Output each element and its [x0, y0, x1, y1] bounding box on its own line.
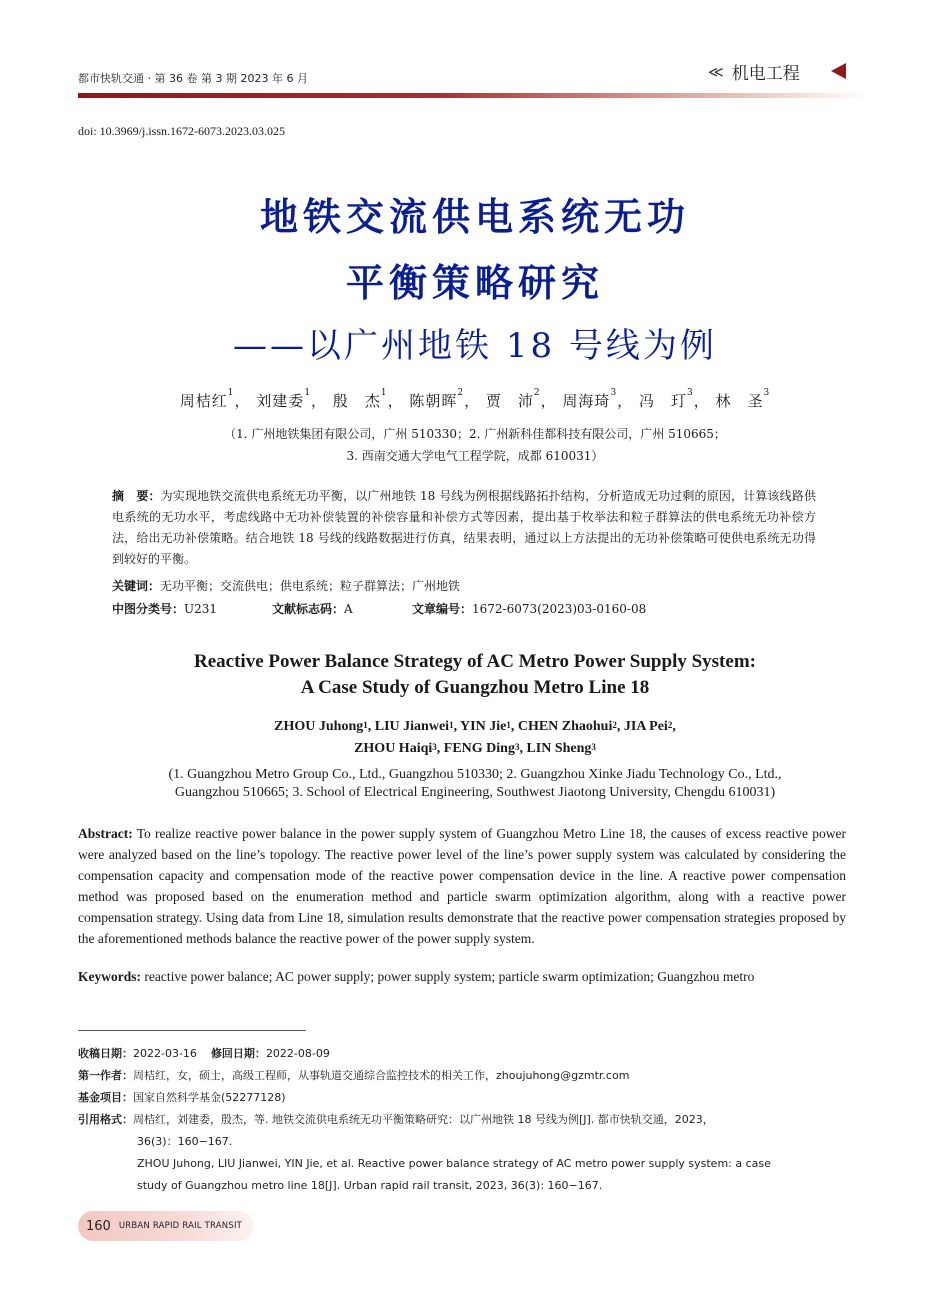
author-sup: 1	[363, 720, 368, 730]
author-sup: 3	[686, 388, 694, 398]
section-tag-label: 机电工程	[731, 64, 800, 84]
affiliation-en-line2: Guangzhou 510665; 3. School of Electrical Engineering, Southwest Jiaotong University, Chengdu 610031)	[174, 785, 776, 800]
authors-en-line1: ZHOU Juhong$^1$, LIU Jianwei$^1$, YIN Jie$^1$, CHEN Zhaohui$^2$, JIA Pei$^2$,	[274, 719, 676, 734]
author-sup: 3	[610, 388, 618, 398]
footnote-rule	[78, 1030, 306, 1031]
doc-code-label: 文献标志码：	[272, 602, 345, 616]
clc-label: 中图分类号：	[112, 602, 185, 616]
title-en-line1: Reactive Power Balance Strategy of AC Metro Power Supply System:	[194, 651, 756, 672]
title-en-line2: A Case Study of Guangzhou Metro Line 18	[300, 677, 650, 698]
authors-en-line2: ZHOU Haiqi$^3$, FENG Ding$^3$, LIN Sheng$^3$	[354, 741, 596, 756]
abstract-zh-text: 为实现地铁交流供电系统无功平衡，以广州地铁 18 号线为例根据线路拓扑结构，分析造成无功过剩的原因，计算该线路供电系统的无功水平，考虑线路中无功补偿装置的补偿容量和补偿方式等因素，提出基于枚举法和粒子群算法的供电系统无功补偿方法，给出无功补偿策略。结合地铁 18 号线的线路数据进行仿真，结果表明，通过以上方法提出的无功补偿策略可使供电系统无功得到较好的平衡。	[112, 489, 816, 566]
abstract-en-text: To realize reactive power balance in the power supply system of Guangzhou Metro Line 18, the causes of excess reactive power were analyzed based on the line’s topology. The reactive power level of the line’s power supply system was calculated by considering the compensation capacity and compensation mode of the reactive power compensation device in the line. A reactive power compensation method was proposed based on the enumeration method and particle swarm optimization algorithm, along with a reactive power compensation strategy. Using data from Line 18, simulation results demonstrate that the reactive power compensation strategies proposed by the aforementioned methods balance the reactive power of the power supply system.	[78, 826, 846, 946]
keywords-en-text: reactive power balance; AC power supply; power supply system; particle swarm optimization; Guangzhou metro	[144, 969, 755, 984]
first-author-value: 周桔红，女，硕士，高级工程师，从事轨道交通综合监控技术的相关工作，zhoujuhong@gzmtr.com	[133, 1069, 630, 1082]
keywords-en	[78, 969, 754, 985]
article-number-value: 1672-6073(2023)03-0160-08	[472, 602, 647, 616]
author-zh: 刘建委	[256, 392, 305, 410]
journal-info: 都市快轨交通 · 第 36 卷 第 3 期 2023 年 6 月	[78, 72, 308, 85]
first-author-label: 第一作者：	[78, 1069, 133, 1082]
author-en: JIA Pei	[623, 719, 668, 734]
fund-value: 国家自然科学基金(52277128)	[133, 1091, 286, 1104]
abstract-zh	[112, 486, 816, 570]
fund-label: 基金项目：	[78, 1091, 133, 1104]
keywords-en-label: Keywords:	[78, 969, 141, 984]
cite-label: 引用格式：	[78, 1113, 133, 1126]
author-sup: 1	[380, 388, 388, 398]
authors-zh: 周桔红$^1$， 刘建委$^1$， 殷 杰$^1$， 陈朝晖$^2$， 贾 沛$^2$， 周海琦$^3$， 冯 玎$^3$， 林 圣$^3$	[179, 388, 771, 410]
author-sup: 3	[591, 742, 596, 752]
received-value: 2022-03-16	[133, 1047, 197, 1060]
cite-zh-line1: 周桔红，刘建委，殷杰，等. 地铁交流供电系统无功平衡策略研究：以广州地铁 18 号线为例[J]. 都市快轨交通，2023，	[133, 1113, 714, 1126]
author-zh: 殷 杰	[332, 392, 381, 410]
author-en: LIN Sheng	[526, 741, 592, 756]
section-tag	[708, 59, 800, 84]
author-sup: 2	[612, 720, 617, 730]
classification-zh	[112, 600, 816, 617]
journal-name-en: URBAN RAPID RAIL TRANSIT	[118, 1221, 243, 1231]
abstract-zh-label: 摘 要：	[112, 489, 161, 503]
author-sup: 3	[432, 742, 437, 752]
page-footer	[78, 1211, 254, 1241]
author-en: CHEN Zhaohui	[517, 719, 613, 734]
header-rule	[78, 93, 868, 98]
clc-value: U231	[184, 602, 218, 616]
triangle-left-icon	[831, 63, 846, 79]
author-en: LIU Jianwei	[374, 719, 450, 734]
double-chevron-left-icon: ≪	[708, 62, 724, 81]
cite-zh-line2: 36(3)：160−167.	[137, 1135, 233, 1148]
author-zh: 林 圣	[715, 392, 764, 410]
revised-label: 修回日期：	[210, 1047, 266, 1060]
title-zh-line2: 平衡策略研究	[345, 260, 604, 305]
author-en: YIN Jie	[460, 719, 507, 734]
abstract-en-label: Abstract:	[78, 826, 133, 841]
abstract-en	[78, 823, 846, 949]
author-zh: 周桔红	[179, 392, 228, 410]
title-zh-subtitle: ——以广州地铁 18 号线为例	[233, 326, 717, 366]
author-sup: 1	[227, 388, 235, 398]
title-zh-line1: 地铁交流供电系统无功	[259, 194, 690, 239]
affiliation-en-line1: (1. Guangzhou Metro Group Co., Ltd., Guangzhou 510330; 2. Guangzhou Xinke Jiadu Technology Co., Ltd.,	[168, 767, 782, 782]
author-sup: 2	[667, 720, 673, 730]
author-sup: 3	[763, 388, 771, 398]
cite-en-line1: ZHOU Juhong, LIU Jianwei, YIN Jie, et al. Reactive power balance strategy of AC metro power supply system: a case	[137, 1157, 771, 1170]
affiliation-zh-line1: （1. 广州地铁集团有限公司，广州 510330；2. 广州新科佳都科技有限公司，广州 510665；	[224, 427, 726, 441]
footnote-dates	[78, 1043, 858, 1065]
author-sup: 1	[304, 388, 312, 398]
author-sup: 1	[506, 720, 511, 730]
keywords-zh-label: 关键词：	[112, 579, 161, 593]
author-en: ZHOU Haiqi	[354, 741, 433, 756]
author-zh: 周海琦	[562, 392, 611, 410]
author-sup: 1	[449, 720, 454, 730]
doc-code-value: A	[344, 602, 353, 616]
cite-en-line2: study of Guangzhou metro line 18[J]. Urban rapid rail transit, 2023, 36(3): 160−167.	[137, 1179, 603, 1192]
page-number: 160	[86, 1218, 111, 1234]
revised-value: 2022-08-09	[265, 1047, 330, 1060]
affiliation-zh-line2: 3. 西南交通大学电气工程学院，成都 610031）	[346, 449, 604, 463]
author-sup: 2	[533, 388, 541, 398]
footnotes	[78, 1043, 858, 1197]
author-en: ZHOU Juhong	[274, 719, 364, 734]
footnote-fund	[78, 1087, 858, 1109]
footnote-author	[78, 1065, 858, 1087]
keywords-zh-text: 无功平衡；交流供电；供电系统；粒子群算法；广州地铁	[160, 579, 461, 593]
author-sup: 3	[514, 742, 520, 752]
author-sup: 2	[457, 388, 465, 398]
author-zh: 陈朝晖	[409, 392, 458, 410]
received-label: 收稿日期：	[78, 1047, 133, 1060]
author-en: FENG Ding	[443, 741, 515, 756]
keywords-zh	[112, 577, 460, 594]
doi[interactable]: doi: 10.3969/j.issn.1672-6073.2023.03.025	[78, 124, 286, 138]
author-zh: 冯 玎	[638, 392, 687, 410]
article-number-label: 文章编号：	[412, 602, 473, 616]
author-zh: 贾 沛	[485, 392, 534, 410]
footnote-cite	[78, 1109, 858, 1131]
